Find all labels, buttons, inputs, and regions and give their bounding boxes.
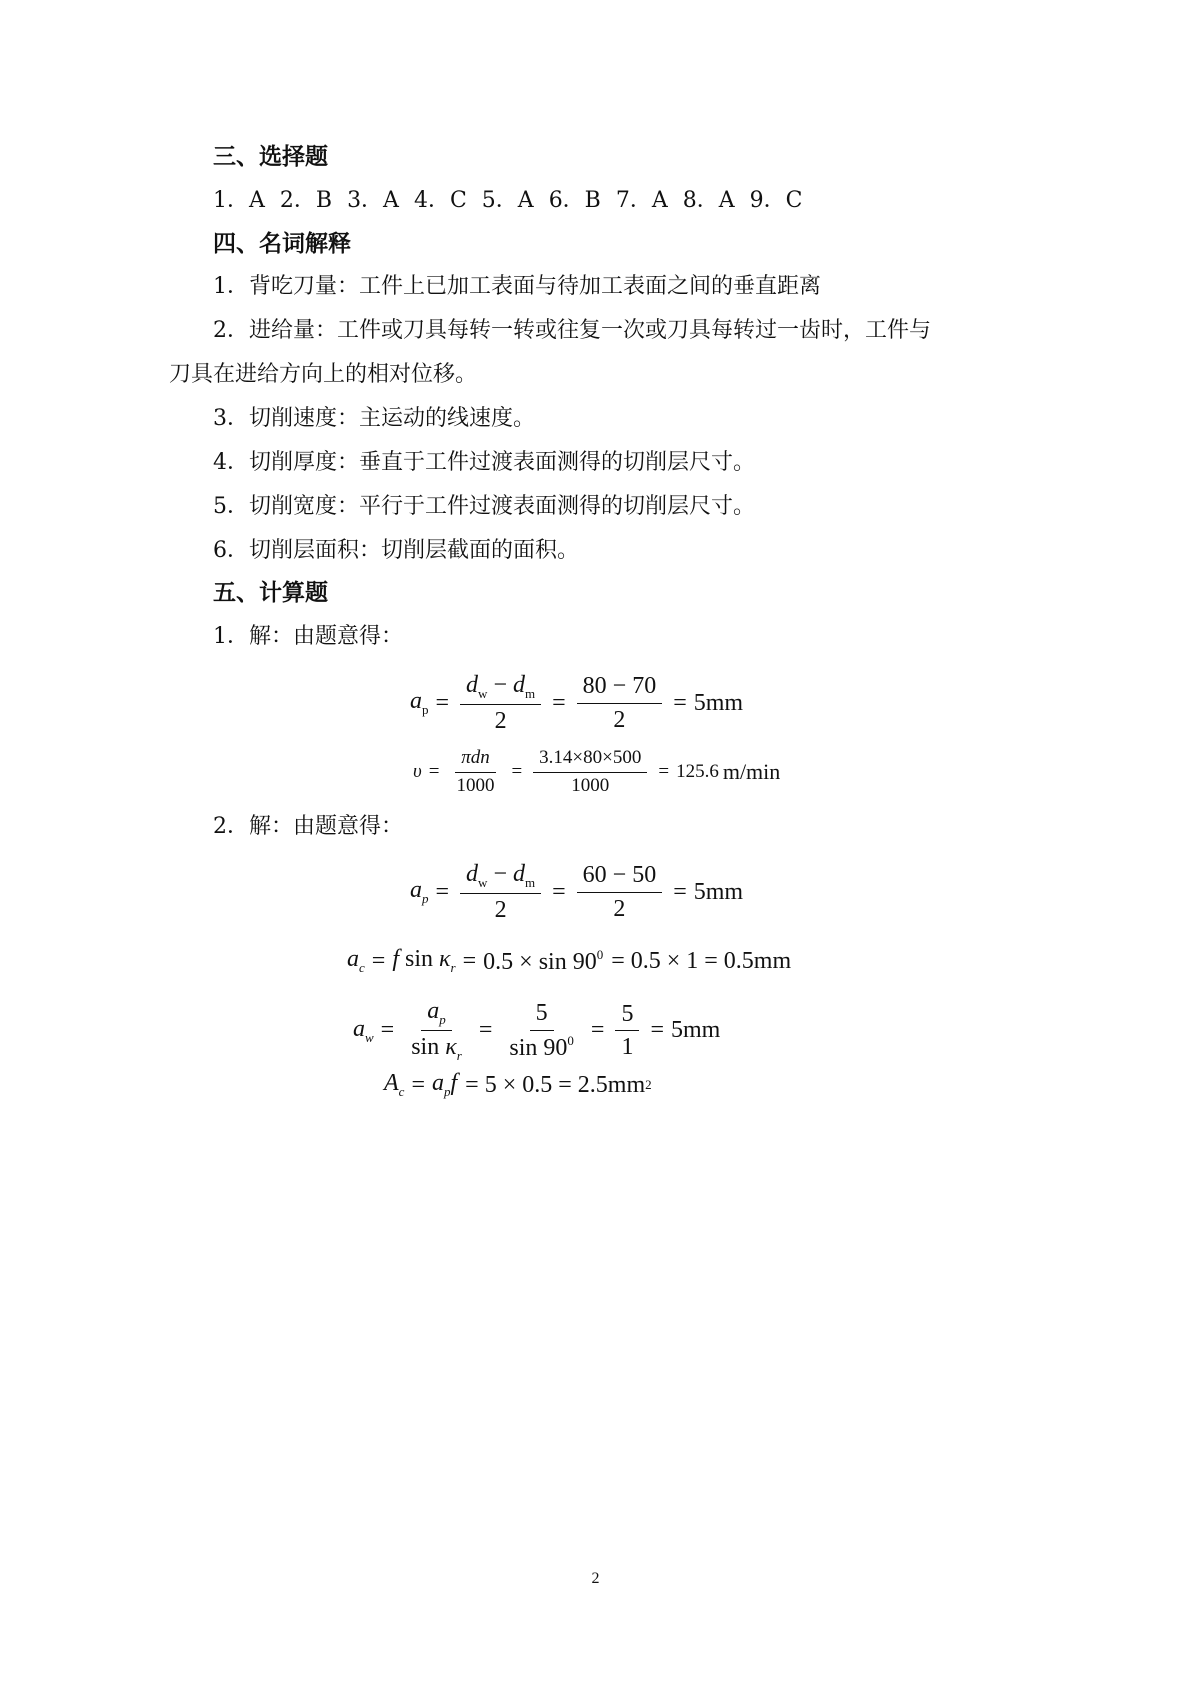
term-item-5: 5．切削宽度：平行于工件过渡表面测得的切削层尺寸。 xyxy=(213,494,755,519)
p1-eq1-result: 5mm xyxy=(693,689,744,716)
formula-p1-depth: $a_p$ = $\frac{d_w - d_m}{2}$ = $\frac{80 - 70}{2}$ = 5mm xyxy=(410,672,744,735)
p2-eq3-den2: sin 90 xyxy=(509,1034,568,1061)
formula-p2-thickness: $a_c$ = f $\sin \kappa_r$ = $0.5 \times \sin 90^0$ = 0.5 × 1 = 0.5mm xyxy=(347,946,792,975)
answer-1: 1．A xyxy=(213,188,265,213)
term-item-6: 6．切削层面积：切削层截面的面积。 xyxy=(213,538,579,563)
term-item-2-continued: 刀具在进给方向上的相对位移。 xyxy=(169,362,478,387)
p2-eq1-num2: 60 − 50 xyxy=(577,862,663,892)
answer-7: 7．A xyxy=(615,188,668,213)
answer-5: 5．A xyxy=(481,188,534,213)
choice-answers xyxy=(213,187,810,215)
p2-eq2-mid: 0.5 × sin 90 xyxy=(483,948,597,975)
formula-p2-area: $A_c$ = $a_pf$ = 5 × 0.5 = 2.5mm 2 xyxy=(384,1070,652,1099)
formula-p2-depth: $a_p$ = $\frac{d_w - d_m}{2}$ = $\frac{60 - 50}{2}$ = 5mm xyxy=(410,861,744,924)
term-item-2: 2．进给量：工件或刀具每转一转或往复一次或刀具每转过一齿时，工件与 xyxy=(213,318,931,343)
p1-eq2-unit: m/min xyxy=(722,759,781,785)
term-item-1: 1．背吃刀量：工件上已加工表面与待加工表面之间的垂直距离 xyxy=(213,274,821,299)
term-item-4: 4．切削厚度：垂直于工件过渡表面测得的切削层尺寸。 xyxy=(213,450,755,475)
p2-eq1-result: 5mm xyxy=(693,878,744,905)
answer-2: 2．B xyxy=(279,188,333,213)
p2-eq2-tail: = 0.5 × 1 = 0.5mm xyxy=(611,947,792,974)
answer-6: 6．B xyxy=(548,188,601,213)
problem-2-label: 2．解：由题意得： xyxy=(213,814,403,839)
formula-p1-speed: υ = $\frac{\text{πdn}}{1000}$ = $\frac{3.14\times 80\times 500}{1000}$ = 125.6 m/min xyxy=(413,747,781,796)
p1-eq1-num2: 80 − 70 xyxy=(577,673,663,703)
section-heading-calc: 五、计算题 xyxy=(213,580,328,606)
p1-eq2-result: 125.6 xyxy=(676,761,719,783)
p2-eq3-result: 5mm xyxy=(670,1017,721,1044)
p1-eq2-den2: 1000 xyxy=(571,774,610,796)
formula-p2-width: $a_w$ = $\frac{a_p}{\sin \kappa_r}$ = $\frac{5}{\sin 90^0}$ = $\frac{5}{1}$ = 5mm xyxy=(353,998,721,1064)
answer-3: 3．A xyxy=(347,188,399,213)
answer-9: 9．C xyxy=(749,188,803,213)
p1-eq1-den2: 2 xyxy=(613,706,626,733)
p2-eq2-sup: 0 xyxy=(596,946,604,962)
p2-eq4-sup: 2 xyxy=(645,1077,652,1092)
term-item-3: 3．切削速度：主运动的线速度。 xyxy=(213,406,535,431)
p2-eq3-sup: 0 xyxy=(567,1032,574,1048)
page-number: 2 xyxy=(591,1570,600,1587)
answer-4: 4．C xyxy=(413,188,467,213)
p2-eq1-den2: 2 xyxy=(613,895,626,922)
p2-eq4-tail: = 5 × 0.5 = 2.5mm xyxy=(465,1071,646,1098)
answer-8: 8．A xyxy=(682,188,735,213)
section-heading-choice: 三、选择题 xyxy=(213,144,328,170)
p2-eq3-den3: 1 xyxy=(621,1034,634,1061)
problem-1-label: 1．解：由题意得： xyxy=(213,624,403,649)
section-heading-terms: 四、名词解释 xyxy=(213,231,351,257)
p2-eq3-num3: 5 xyxy=(615,1001,639,1031)
p1-eq2-num2: 3.14×80×500 xyxy=(533,748,647,773)
